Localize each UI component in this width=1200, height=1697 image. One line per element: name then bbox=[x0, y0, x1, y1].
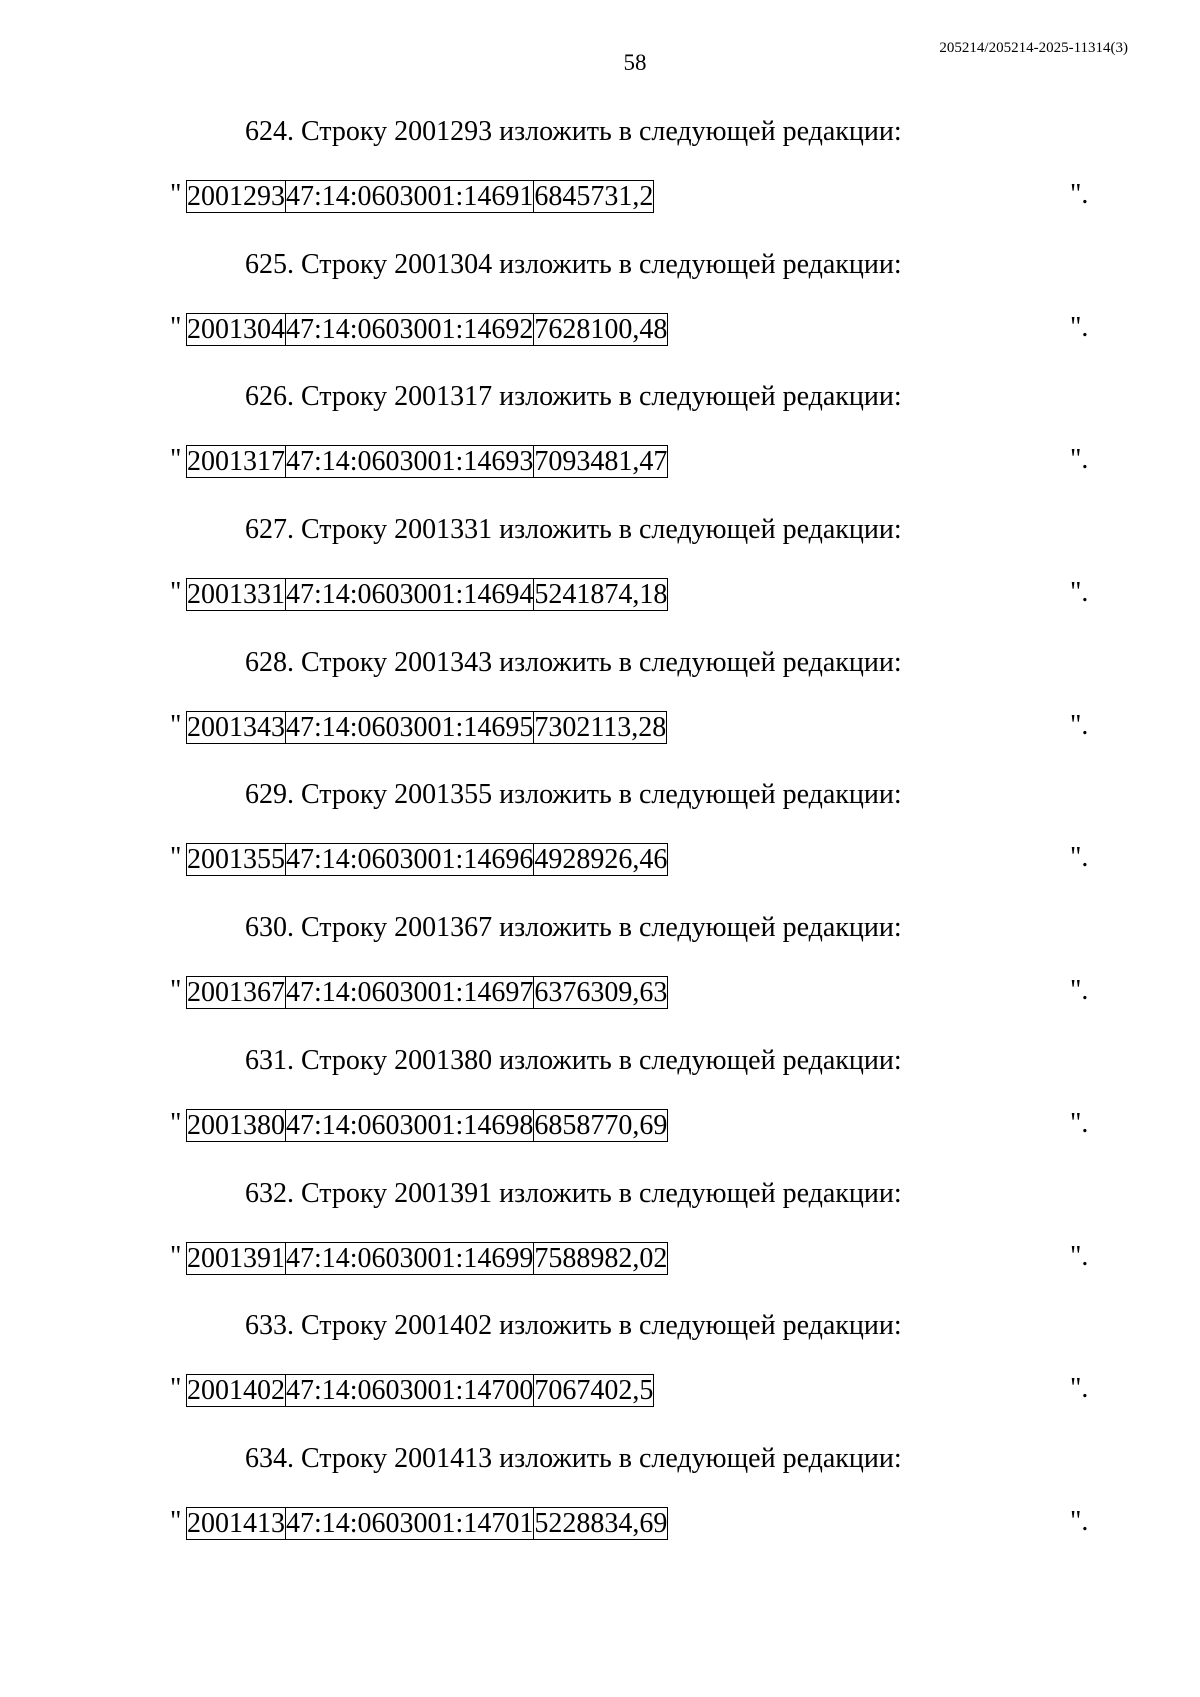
opening-quote: " bbox=[170, 577, 182, 609]
amendment-instruction: 630. Строку 2001367 изложить в следующей редакции: bbox=[245, 912, 902, 944]
amendment-instruction: 634. Строку 2001413 изложить в следующей редакции: bbox=[245, 1442, 902, 1474]
cadastral-number-cell: 47:14:0603001:14700 bbox=[286, 1375, 534, 1407]
table-row bbox=[187, 1507, 668, 1539]
closing-quote: ". bbox=[1070, 1373, 1089, 1405]
table-row bbox=[187, 446, 668, 478]
opening-quote: " bbox=[170, 842, 182, 874]
amendment-item bbox=[0, 646, 1200, 779]
row-number-cell: 2001317 bbox=[187, 446, 285, 478]
value-cell: 7628100,48 bbox=[534, 313, 668, 345]
amendment-item bbox=[0, 778, 1200, 911]
cadastral-number-cell: 47:14:0603001:14699 bbox=[286, 1242, 534, 1274]
cadastral-number-cell: 47:14:0603001:14691 bbox=[286, 181, 534, 212]
amendment-instruction: 628. Строку 2001343 изложить в следующей редакции: bbox=[245, 646, 902, 678]
cadastral-number-cell: 47:14:0603001:14696 bbox=[286, 844, 534, 876]
value-cell: 4928926,46 bbox=[534, 844, 668, 876]
table-row bbox=[187, 579, 668, 611]
closing-quote: ". bbox=[1070, 1107, 1089, 1139]
opening-quote: " bbox=[170, 1240, 182, 1272]
row-number-cell: 2001355 bbox=[187, 844, 285, 876]
amendment-item bbox=[0, 1177, 1200, 1310]
row-number-cell: 2001343 bbox=[187, 711, 285, 743]
amendment-instruction: 629. Строку 2001355 изложить в следующей редакции: bbox=[245, 779, 902, 811]
cadastral-number-cell: 47:14:0603001:14695 bbox=[286, 711, 534, 743]
amendment-instruction: 631. Строку 2001380 изложить в следующей редакции: bbox=[245, 1044, 902, 1076]
value-cell: 7093481,47 bbox=[534, 446, 668, 478]
cadastral-number-cell: 47:14:0603001:14693 bbox=[286, 446, 534, 478]
replacement-table bbox=[186, 1507, 668, 1540]
cadastral-number-cell: 47:14:0603001:14694 bbox=[286, 579, 534, 611]
table-row bbox=[187, 313, 668, 345]
closing-quote: ". bbox=[1070, 311, 1089, 343]
row-number-cell: 2001367 bbox=[187, 977, 285, 1009]
amendment-item bbox=[0, 115, 1200, 248]
value-cell: 7302113,28 bbox=[534, 711, 667, 743]
table-row bbox=[187, 1242, 668, 1274]
closing-quote: ". bbox=[1070, 444, 1089, 476]
amendment-item bbox=[0, 513, 1200, 646]
replacement-table bbox=[186, 578, 668, 611]
replacement-table bbox=[186, 1242, 668, 1275]
table-row bbox=[187, 844, 668, 876]
opening-quote: " bbox=[170, 1107, 182, 1139]
opening-quote: " bbox=[170, 709, 182, 741]
closing-quote: ". bbox=[1070, 709, 1089, 741]
row-number-cell: 2001391 bbox=[187, 1242, 285, 1274]
table-row bbox=[187, 1375, 654, 1407]
opening-quote: " bbox=[170, 311, 182, 343]
opening-quote: " bbox=[170, 179, 182, 210]
replacement-table bbox=[186, 711, 667, 744]
replacement-table bbox=[186, 1109, 668, 1142]
row-number-cell: 2001413 bbox=[187, 1507, 285, 1539]
cadastral-number-cell: 47:14:0603001:14701 bbox=[286, 1507, 534, 1539]
closing-quote: ". bbox=[1070, 577, 1089, 609]
amendment-item bbox=[0, 248, 1200, 381]
amendment-instruction: 626. Строку 2001317 изложить в следующей редакции: bbox=[245, 381, 902, 413]
cadastral-number-cell: 47:14:0603001:14698 bbox=[286, 1109, 534, 1141]
value-cell: 7067402,5 bbox=[534, 1375, 654, 1407]
cadastral-number-cell: 47:14:0603001:14692 bbox=[286, 313, 534, 345]
value-cell: 7588982,02 bbox=[534, 1242, 668, 1274]
amendment-item bbox=[0, 1309, 1200, 1442]
table-row bbox=[187, 181, 654, 213]
row-number-cell: 2001402 bbox=[187, 1375, 285, 1407]
cadastral-number-cell: 47:14:0603001:14697 bbox=[286, 977, 534, 1009]
replacement-table bbox=[186, 1374, 654, 1407]
row-number-cell: 2001331 bbox=[187, 579, 285, 611]
closing-quote: ". bbox=[1070, 179, 1089, 210]
closing-quote: ". bbox=[1070, 1240, 1089, 1272]
value-cell: 6376309,63 bbox=[534, 977, 668, 1009]
amendment-item bbox=[0, 911, 1200, 1044]
amendment-instruction: 624. Строку 2001293 изложить в следующей редакции: bbox=[245, 116, 902, 147]
amendment-item bbox=[0, 1044, 1200, 1177]
replacement-table bbox=[186, 180, 654, 213]
replacement-table bbox=[186, 843, 668, 876]
amendment-list bbox=[0, 115, 1200, 1575]
amendment-item bbox=[0, 380, 1200, 513]
table-row bbox=[187, 1109, 668, 1141]
table-row bbox=[187, 977, 668, 1009]
value-cell: 5241874,18 bbox=[534, 579, 668, 611]
row-number-cell: 2001380 bbox=[187, 1109, 285, 1141]
amendment-instruction: 625. Строку 2001304 изложить в следующей редакции: bbox=[245, 248, 902, 280]
amendment-item bbox=[0, 1442, 1200, 1575]
amendment-instruction: 627. Строку 2001331 изложить в следующей редакции: bbox=[245, 514, 902, 546]
closing-quote: ". bbox=[1070, 975, 1089, 1007]
opening-quote: " bbox=[170, 1505, 182, 1537]
amendment-instruction: 633. Строку 2001402 изложить в следующей редакции: bbox=[245, 1310, 902, 1342]
opening-quote: " bbox=[170, 975, 182, 1007]
row-number-cell: 2001293 bbox=[187, 181, 285, 212]
replacement-table bbox=[186, 976, 668, 1009]
opening-quote: " bbox=[170, 1373, 182, 1405]
closing-quote: ". bbox=[1070, 842, 1089, 874]
document-code: 205214/205214-2025-11314(3) bbox=[939, 40, 1128, 56]
amendment-instruction: 632. Строку 2001391 изложить в следующей редакции: bbox=[245, 1177, 902, 1209]
opening-quote: " bbox=[170, 444, 182, 476]
value-cell: 6845731,2 bbox=[534, 181, 654, 212]
row-number-cell: 2001304 bbox=[187, 313, 285, 345]
replacement-table bbox=[186, 445, 668, 478]
replacement-table bbox=[186, 313, 668, 346]
page-number: 58 bbox=[623, 50, 647, 75]
value-cell: 5228834,69 bbox=[534, 1507, 668, 1539]
closing-quote: ". bbox=[1070, 1505, 1089, 1537]
value-cell: 6858770,69 bbox=[534, 1109, 668, 1141]
table-row bbox=[187, 711, 667, 743]
